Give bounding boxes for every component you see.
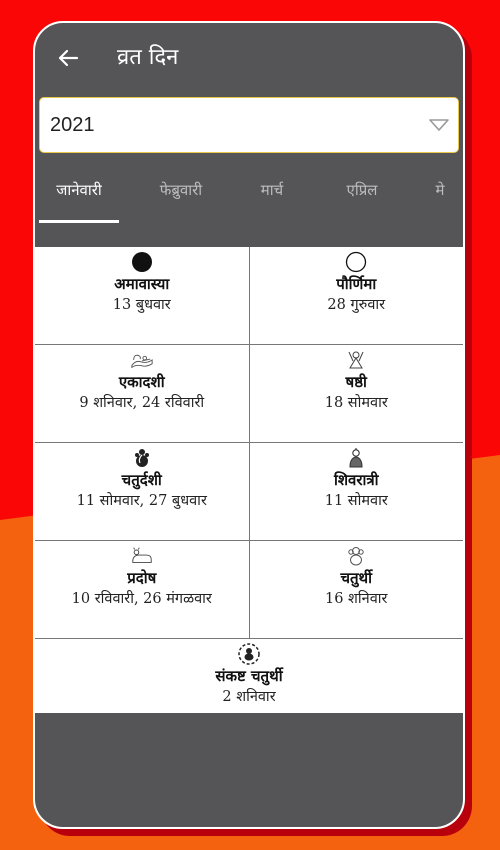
vrat-name: अमावास्या (114, 275, 170, 293)
ganesh-lotus-icon (237, 643, 261, 665)
vrat-dates: 9 शनिवार, 24 रविवारी (79, 395, 205, 411)
tab-april[interactable]: एप्रिल (346, 181, 378, 199)
vrat-cell-pradosh[interactable] (35, 541, 249, 638)
vrat-dates: 18 सोमवार (324, 395, 388, 411)
vrat-dates: 11 सोमवार, 27 बुधवार (76, 493, 207, 509)
vrat-grid (35, 247, 463, 735)
grid-row (35, 541, 463, 639)
vishnu-sheshnag-icon (130, 349, 154, 371)
nandi-icon (130, 545, 154, 567)
grid-row (35, 345, 463, 443)
triangle-down-icon (428, 117, 450, 133)
vrat-cell-chaturdashi[interactable] (35, 443, 249, 540)
vrat-dates: 16 शनिवार (325, 591, 388, 607)
vrat-name: संकष्ट चतुर्थी (215, 667, 283, 685)
vrat-cell-amavasya[interactable] (35, 247, 249, 344)
vrat-dates: 13 बुधवार (112, 297, 171, 313)
year-dropdown[interactable] (39, 97, 459, 153)
vrat-dates: 28 गुरुवार (327, 297, 386, 313)
vrat-name: प्रदोष (127, 569, 157, 587)
full-moon-icon (344, 251, 368, 273)
bottom-bar (35, 713, 463, 829)
vrat-cell-purnima[interactable] (249, 247, 464, 344)
back-button[interactable] (53, 43, 83, 73)
vrat-dates: 11 सोमवार (324, 493, 388, 509)
vrat-dates: 10 रविवारी, 26 मंगळवार (71, 591, 212, 607)
page-title: व्रत दिन (117, 45, 179, 70)
vrat-name: एकादशी (118, 373, 165, 391)
vrat-dates: 2 शनिवार (222, 689, 276, 705)
month-tabs (35, 173, 463, 219)
vrat-name: शिवरात्री (333, 471, 379, 489)
vrat-cell-chaturthi[interactable] (249, 541, 464, 638)
phone-frame (33, 21, 465, 829)
year-dropdown-value: 2021 (50, 113, 95, 136)
vrat-cell-ekadashi[interactable] (35, 345, 249, 442)
ganesh-icon (130, 447, 154, 469)
grid-row (35, 247, 463, 345)
kartikeya-icon (344, 349, 368, 371)
vrat-name: पौर्णिमा (336, 275, 377, 293)
vrat-cell-shivratri[interactable] (249, 443, 464, 540)
tab-february[interactable]: फेब्रुवारी (159, 181, 203, 199)
vrat-name: चतुर्थी (340, 569, 373, 587)
vrat-cell-shashthi[interactable] (249, 345, 464, 442)
vrat-name: चतुर्दशी (121, 471, 162, 489)
grid-row (35, 443, 463, 541)
tab-january[interactable]: जानेवारी (39, 173, 119, 219)
shiva-icon (344, 447, 368, 469)
vrat-name: षष्ठी (345, 373, 367, 391)
new-moon-icon (130, 251, 154, 273)
tab-may[interactable]: मे (435, 181, 445, 199)
ganesh-outline-icon (344, 545, 368, 567)
arrow-left-icon (57, 48, 79, 68)
tab-march[interactable]: मार्च (260, 181, 284, 199)
app-bar (35, 23, 463, 247)
